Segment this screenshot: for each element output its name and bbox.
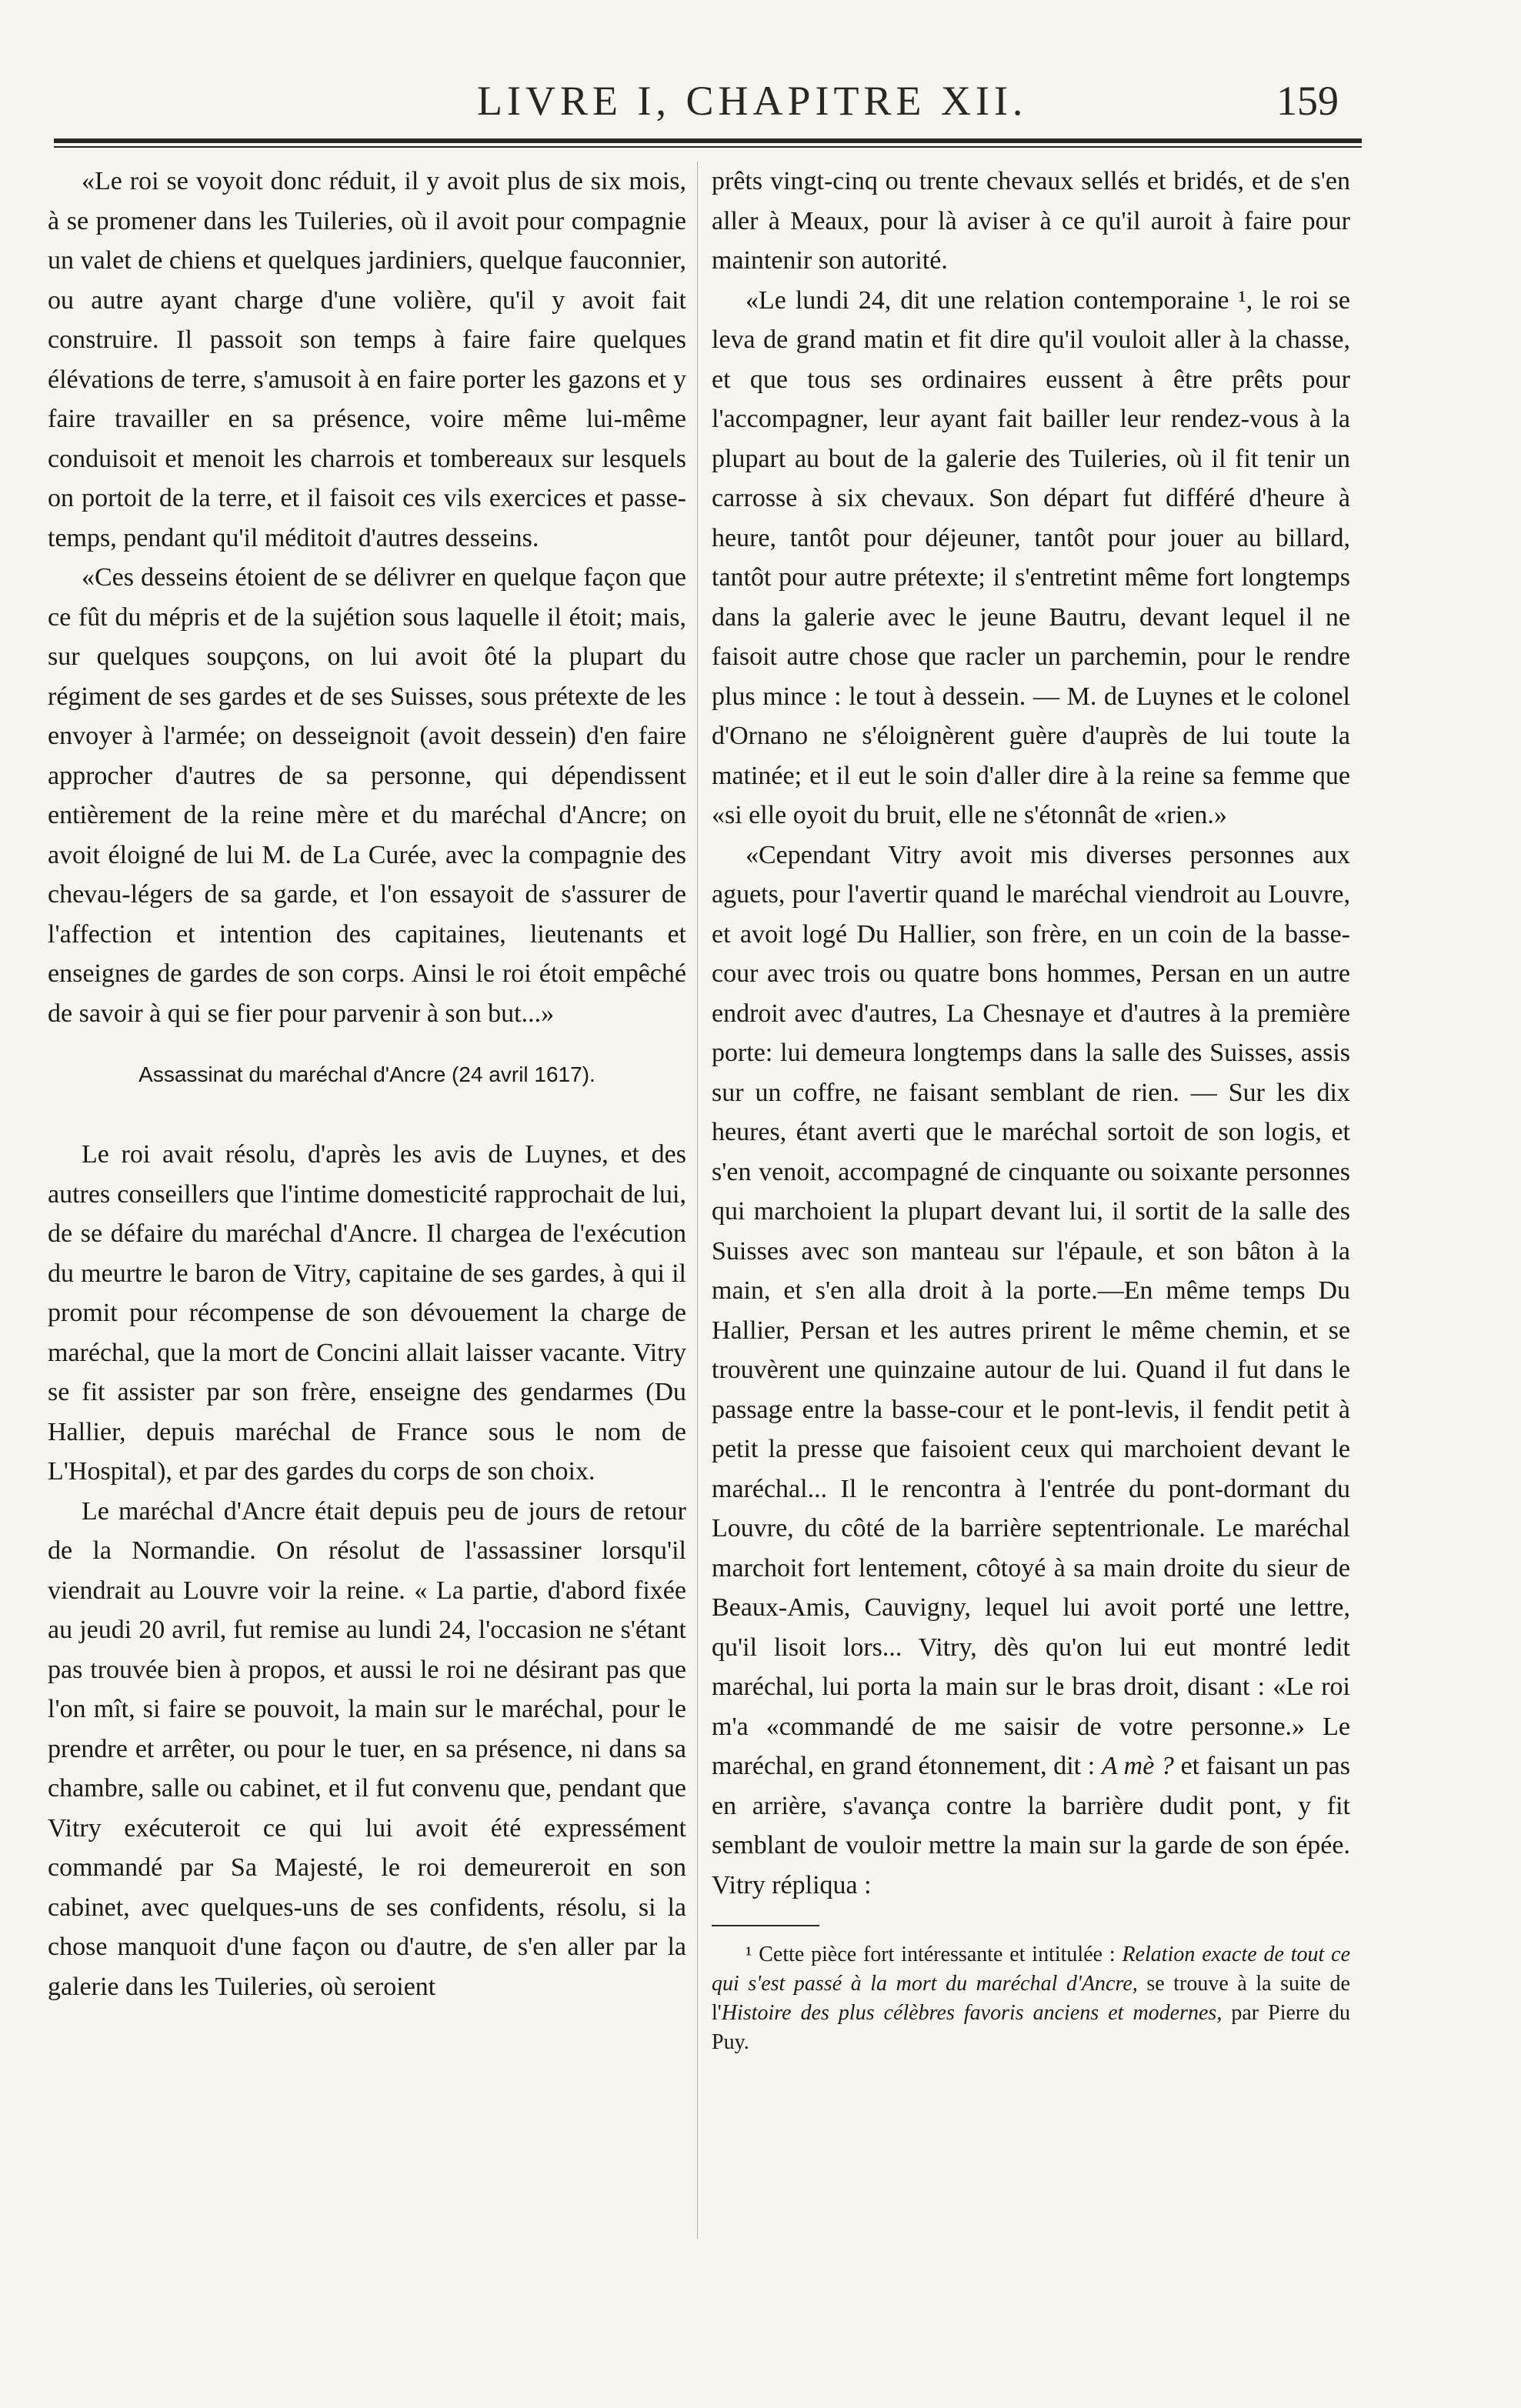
page-header [46,77,1339,131]
header-rule-thin [54,146,1362,148]
paragraph: «Ces desseins étoient de se délivrer en quelque façon que ce fût du mépris et de la sujétion sous laquelle il étoit; mais, sur quelques soupçons, on lui avoit ôté la plupart du régiment de ses gardes et de ses Suisses, sous prétexte de les envoyer à l'armée; on desseignoit (avoit dessein) d'en faire approcher d'autres de sa personne, qui dépendissent entièrement de la reine mère et du maréchal d'Ancre; on avoit éloigné de lui M. de La Curée, avec la compagnie des chevau-légers de sa garde, et l'on essayoit de s'assurer de l'affection et intention des capitaines, lieutenants et enseignes de gardes de son corps. Ainsi le roi étoit empêché de savoir à qui se fier pour parvenir à son but...» [48,563,686,1028]
running-title: LIVRE I, CHAPITRE XII. [477,78,1028,124]
footnote-book-title: Histoire des plus célèbres favoris anciens et modernes, [721,2001,1222,2025]
footnote-title: Relation exacte de tout ce qui s'est passé à la mort du maréchal d'Ancre, [712,1943,1351,1996]
paragraph: «Le roi se voyoit donc réduit, il y avoit plus de six mois, à se promener dans les Tuileries, où il avoit pour compagnie un valet de chiens et quelques jardiniers, quelque fauconnier, ou autre ayant charge d'une volière, qu'il y avoit fait construire. Il passoit son temps à faire faire quelques élévations de terre, s'amusoit à en faire porter les gazons et y faire travailler en sa présence, voire même lui-même conduisoit et menoit les charrois et tombereaux sur lesquels on portoit de la terre, et il faisoit ces vils exercices et passe-temps, pendant qu'il méditoit d'autres desseins. [48,167,686,552]
column-divider [697,162,698,2239]
footnote-text: se trouve à la suite de l' [712,1972,1350,2025]
page-number: 159 [1276,78,1339,124]
footnote-marker: ¹ [745,1943,752,1966]
paragraph: prêts vingt-cinq ou trente chevaux sellés et bridés, et de s'en aller à Meaux, pour là aviser à ce qu'il auroit à faire pour maintenir son autorité. [712,167,1350,275]
paragraph: Le roi avait résolu, d'après les avis de Luynes, et des autres conseillers que l'intime domesticité rapprochait de lui, de se défaire du maréchal d'Ancre. Il chargea de l'exécution du meurtre le baron de Vitry, capitaine de ses gardes, à qui il promit pour récompense de son dévouement la charge de maréchal, que la mort de Concini allait laisser vacante. Vitry se fit assister par son frère, enseigne des gendarmes (Du Hallier, depuis maréchal de France sous le nom de L'Hospital), et par des gardes du corps de son choix. [48,1140,686,1486]
footnote-text: Cette pièce fort intéressante et intitulée : [752,1943,1122,1966]
right-column [712,162,1350,2057]
footnote-text: par Pierre du Puy. [712,2001,1351,2054]
paragraph-text: «Cependant Vitry avoit mis diverses personnes aux aguets, pour l'avertir quand le maréchal viendroit au Louvre, et avoit logé Du Hallier, son frère, en un coin de la basse-cour avec trois ou quatre bons hommes, Persan en un autre endroit avec d'autres, La Chesnaye et d'autres à la première porte: lui demeura longtemps dans la salle des Suisses, assis sur un coffre, ne faisant semblant de rien. — Sur les dix heures, étant averti que le maréchal sortoit de son logis, et s'en venoit, accompagné de cinquante ou soixante personnes qui marchoient la plupart devant lui, il sortit de la salle des Suisses avec son manteau sur l'épaule, et son bâton à la main, et s'en alla droit à la porte.—En même temps Du Hallier, Persan et les autres prirent le même chemin, et se trouvèrent une quinzaine autour de lui. Quand il fut dans le passage entre la basse-cour et le pont-levis, il fendit petit à petit la presse que faisoient ceux qui marchoient devant le maréchal... Il le rencontra à l'entrée du pont-dormant du Louvre, du côté de la barrière septentrionale. Le maréchal marchoit fort lentement, côtoyé à sa main droite du sieur de Beaux-Amis, Cauvigny, lequel lui avoit porté une lettre, qu'il lisoit lors... Vitry, dès qu'on lui eut montré ledit maréchal, lui porta la main sur le bras droit, disant : «Le roi m'a «commandé de me saisir de votre personne.» Le maréchal, en grand étonnement, dit : [712,840,1350,1780]
header-rule [54,138,1362,143]
italic-quote: A mè ? [1101,1752,1174,1780]
paragraph: Le maréchal d'Ancre était depuis peu de jours de retour de la Normandie. On résolut de l'assassiner lorsqu'il viendrait au Louvre voir la reine. « La partie, d'abord fixée au jeudi 20 avril, fut remise au lundi 24, l'occasion ne s'étant pas trouvée bien à propos, et aussi le roi ne désirant pas que l'on mît, si faire se pouvoit, la main sur le maréchal, pour le prendre et arrêter, ou pour le tuer, en sa présence, ni dans sa chambre, salle ou cabinet, et il fut convenu que, pendant que Vitry exécuteroit ce qui lui avoit été expressément commandé par Sa Majesté, le roi demeureroit en son cabinet, avec quelques-uns de ses confidents, résolu, si la chose manquoit d'une façon ou d'autre, de s'en aller par la galerie dans les Tuileries, où seroient [48,1496,686,2001]
section-heading: Assassinat du maréchal d'Ancre (24 avril 1617). [138,1062,595,1086]
paragraph [712,835,1350,1906]
left-column [48,162,686,2006]
paragraph: «Le lundi 24, dit une relation contemporaine ¹, le roi se leva de grand matin et fit dire qu'il vouloit aller à la chasse, et que tous ses ordinaires eussent à être prêts pour l'accompagner, leur ayant fait bailler leur rendez-vous à la plupart au bout de la galerie des Tuileries, où il fit tenir un carrosse à six chevaux. Son départ fut différé d'heure à heure, tantôt pour déjeuner, tantôt pour jouer au billard, tantôt pour autre prétexte; il s'entretint même fort longtemps dans la galerie avec le jeune Bautru, devant lequel il ne faisoit autre chose que racler un parchemin, pour le rendre plus mince : le tout à dessein. — M. de Luynes et le colonel d'Ornano ne s'éloignèrent guère d'auprès de lui toute la matinée; et il eut le soin d'aller dire à la reine sa femme que «si elle oyoit du bruit, elle ne s'étonnât de «rien.» [712,285,1350,829]
paragraph-text-end: et faisant un pas en arrière, s'avança contre la barrière dudit pont, y fit semblant de vouloir mettre la main sur la garde de son épée. Vitry répliqua : [712,1752,1350,1899]
footnote-rule [712,1925,819,1926]
footnote [712,1940,1350,2057]
